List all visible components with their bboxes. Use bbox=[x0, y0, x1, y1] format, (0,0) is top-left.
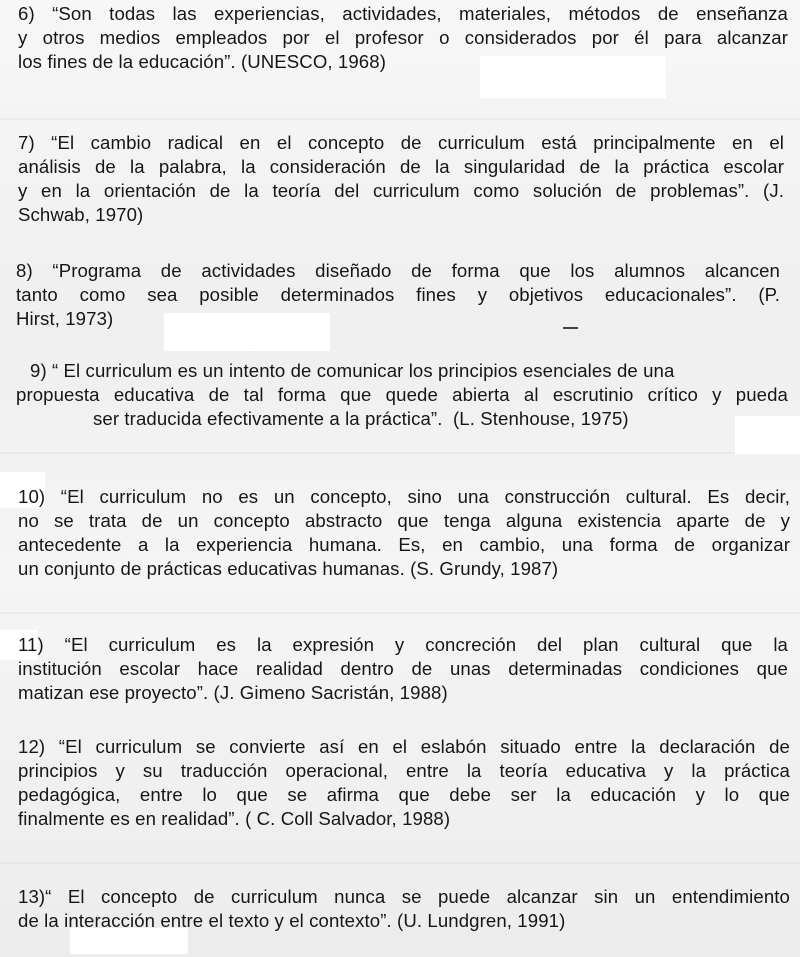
definition-6-line: 6) “Son todas las experiencias, actividades, materiales, métodos de enseñanza bbox=[18, 3, 788, 24]
definition-11-line: institución escolar hace realidad dentro de unas determinadas condiciones que bbox=[18, 658, 788, 679]
page-fold bbox=[0, 118, 800, 120]
definition-10-line: un conjunto de prácticas educativas humanas. (S. Grundy, 1987) bbox=[18, 558, 559, 579]
definition-7-line: y en la orientación de la teoría del curriculum como solución de problemas”. (J. bbox=[18, 180, 784, 201]
definition-9-line: propuesta educativa de tal forma que quede abierta al escrutinio crítico y pueda bbox=[16, 384, 788, 405]
definition-11 bbox=[18, 633, 788, 705]
definition-7 bbox=[18, 131, 784, 227]
definition-13 bbox=[18, 885, 790, 933]
definition-9-line: ser traducida efectivamente a la práctica”. (L. Stenhouse, 1975) bbox=[93, 408, 629, 429]
definition-12-line: finalmente es en realidad”. ( C. Coll Salvador, 1988) bbox=[18, 808, 451, 829]
definition-6-line: los fines de la educación”. (UNESCO, 1968) bbox=[18, 51, 386, 72]
page-fold bbox=[0, 612, 800, 614]
definition-6-line: y otros medios empleados por el profesor o considerados por él para alcanzar bbox=[18, 27, 788, 48]
definition-9-line: 9) “ El curriculum es un intento de comunicar los principios esenciales de una bbox=[30, 360, 675, 381]
definition-9 bbox=[16, 359, 788, 431]
definition-12-line: principios y su traducción operacional, entre la teoría educativa y la práctica bbox=[18, 760, 790, 781]
definition-8 bbox=[16, 259, 780, 331]
definition-8-line: Hirst, 1973) bbox=[16, 308, 114, 329]
definition-7-line: análisis de la palabra, la consideración de la singularidad de la práctica escolar bbox=[18, 156, 784, 177]
definition-13-line: 13)“ El concepto de curriculum nunca se puede alcanzar sin un entendimiento bbox=[18, 886, 790, 907]
definition-12-line: pedagógica, entre lo que se afirma que debe ser la educación y lo que bbox=[18, 784, 790, 805]
definition-13-line: de la interacción entre el texto y el contexto”. (U. Lundgren, 1991) bbox=[18, 910, 566, 931]
definition-10-line: 10) “El curriculum no es un concepto, sino una construcción cultural. Es decir, bbox=[18, 486, 790, 507]
page-fold bbox=[0, 452, 800, 454]
definition-10-line: antecedente a la experiencia humana. Es, en cambio, una forma de organizar bbox=[18, 534, 790, 555]
definition-10-line: no se trata de un concepto abstracto que tenga alguna existencia aparte de y bbox=[18, 510, 790, 531]
definition-12 bbox=[18, 735, 790, 831]
definition-8-line: tanto como sea posible determinados fines y objetivos educacionales”. (P. bbox=[16, 284, 780, 305]
definition-6 bbox=[18, 2, 788, 74]
definition-10 bbox=[18, 485, 790, 581]
definition-8-line: 8) “Programa de actividades diseñado de forma que los alumnos alcancen bbox=[16, 260, 780, 281]
definition-7-line: Schwab, 1970) bbox=[18, 204, 144, 225]
definition-11-line: matizan ese proyecto”. (J. Gimeno Sacristán, 1988) bbox=[18, 682, 448, 703]
definition-7-line: 7) “El cambio radical en el concepto de curriculum está principalmente en el bbox=[18, 132, 784, 153]
definition-12-line: 12) “El curriculum se convierte así en el eslabón situado entre la declaración de bbox=[18, 736, 790, 757]
page-fold bbox=[0, 862, 800, 864]
definition-11-line: 11) “El curriculum es la expresión y concreción del plan cultural que la bbox=[18, 634, 788, 655]
